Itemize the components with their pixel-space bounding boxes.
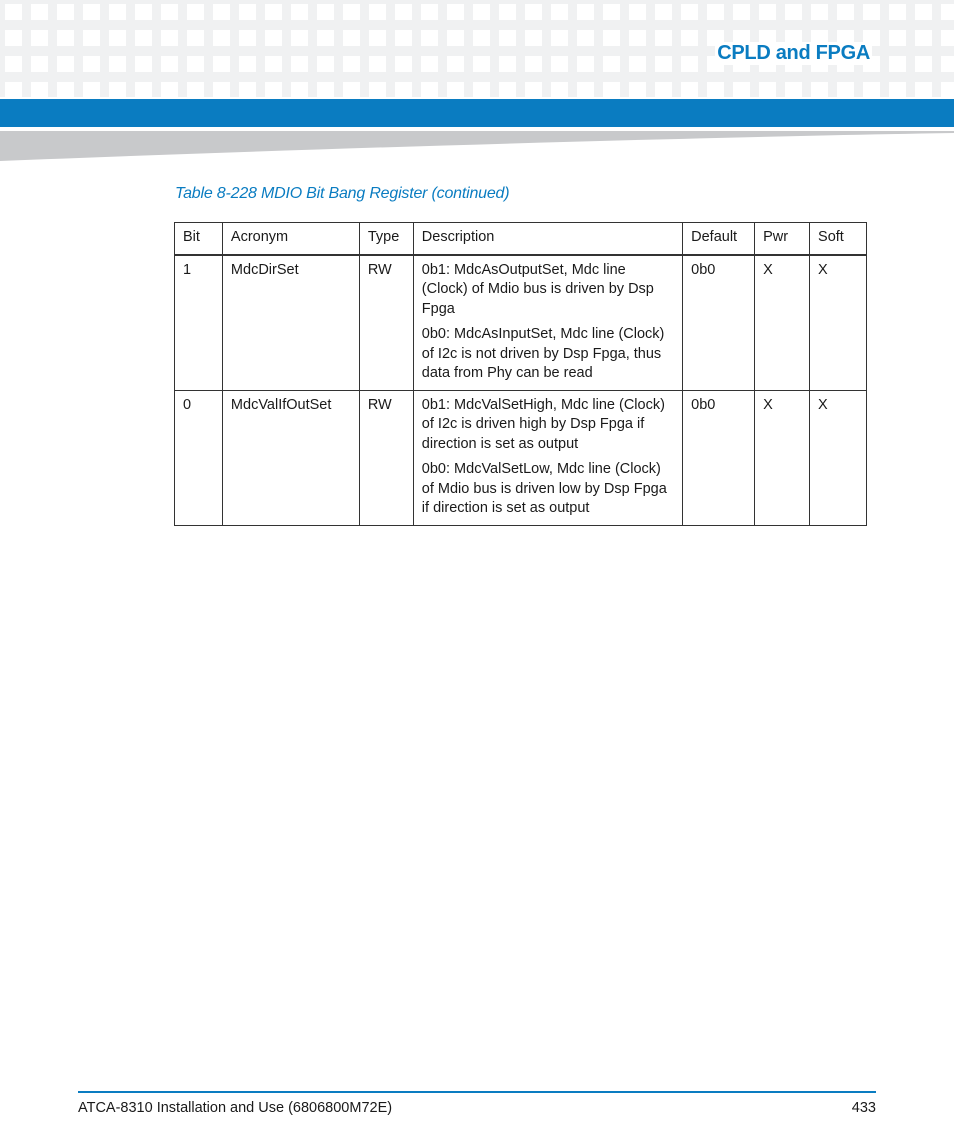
- grid-cell: [733, 4, 750, 20]
- grid-cell: [915, 56, 932, 72]
- grid-cell: [941, 4, 954, 20]
- grid-cell: [395, 4, 412, 20]
- grid-cell: [759, 4, 776, 20]
- grid-cell: [577, 30, 594, 46]
- grid-cell: [863, 4, 880, 20]
- cell-soft: X: [810, 255, 867, 391]
- grid-cell: [187, 30, 204, 46]
- grid-cell: [343, 30, 360, 46]
- grid-cell: [681, 56, 698, 72]
- grid-cell: [291, 30, 308, 46]
- grid-cell: [603, 4, 620, 20]
- grid-cell: [213, 4, 230, 20]
- column-header-pwr: Pwr: [755, 223, 810, 255]
- cell-soft: X: [810, 390, 867, 525]
- grid-cell: [629, 4, 646, 20]
- grid-cell: [395, 82, 412, 97]
- table-caption: Table 8-228 MDIO Bit Bang Register (continued): [175, 185, 510, 202]
- grid-cell: [889, 30, 906, 46]
- grid-cell: [213, 30, 230, 46]
- section-title: CPLD and FPGA: [717, 42, 870, 64]
- grid-cell: [265, 56, 282, 72]
- grid-cell: [265, 30, 282, 46]
- column-header-description: Description: [413, 223, 682, 255]
- cell-type: RW: [359, 390, 413, 525]
- grid-cell: [265, 4, 282, 20]
- grid-cell: [135, 30, 152, 46]
- grid-cell: [785, 82, 802, 97]
- grid-cell: [655, 30, 672, 46]
- grid-cell: [421, 30, 438, 46]
- grid-cell: [343, 82, 360, 97]
- grid-cell: [525, 30, 542, 46]
- grid-cell: [31, 82, 48, 97]
- grid-cell: [889, 4, 906, 20]
- grid-cell: [135, 56, 152, 72]
- cell-bit: 1: [175, 255, 223, 391]
- grid-cell: [161, 4, 178, 20]
- grid-cell: [577, 4, 594, 20]
- grid-cell: [525, 4, 542, 20]
- grid-cell: [837, 4, 854, 20]
- cell-description: [413, 390, 682, 525]
- column-header-soft: Soft: [810, 223, 867, 255]
- grid-cell: [187, 82, 204, 97]
- grid-cell: [109, 82, 126, 97]
- grid-cell: [421, 82, 438, 97]
- grid-cell: [603, 82, 620, 97]
- grid-cell: [57, 82, 74, 97]
- grid-cell: [83, 4, 100, 20]
- grid-cell: [499, 30, 516, 46]
- cell-acronym: MdcDirSet: [222, 255, 359, 391]
- grid-cell: [161, 30, 178, 46]
- grid-cell: [499, 82, 516, 97]
- grid-cell: [369, 4, 386, 20]
- footer-rule: [78, 1091, 876, 1093]
- grid-cell: [915, 82, 932, 97]
- register-table: [174, 222, 867, 526]
- column-header-acronym: Acronym: [222, 223, 359, 255]
- grid-cell: [525, 82, 542, 97]
- grid-cell: [421, 56, 438, 72]
- grid-cell: [681, 82, 698, 97]
- grid-cell: [603, 56, 620, 72]
- grid-cell: [395, 56, 412, 72]
- grid-cell: [317, 56, 334, 72]
- grid-cell: [629, 82, 646, 97]
- cell-pwr: X: [755, 255, 810, 391]
- grid-cell: [31, 56, 48, 72]
- grid-cell: [369, 56, 386, 72]
- grid-cell: [83, 30, 100, 46]
- grid-cell: [655, 4, 672, 20]
- grid-cell: [213, 82, 230, 97]
- cell-default: 0b0: [683, 390, 755, 525]
- grid-cell: [83, 82, 100, 97]
- grid-cell: [31, 30, 48, 46]
- grid-cell: [369, 30, 386, 46]
- grid-cell: [785, 4, 802, 20]
- grid-cell: [837, 82, 854, 97]
- grid-cell: [5, 82, 22, 97]
- grid-cell: [187, 56, 204, 72]
- grid-cell: [759, 82, 776, 97]
- grid-cell: [473, 82, 490, 97]
- grid-cell: [343, 56, 360, 72]
- grid-cell: [915, 30, 932, 46]
- cell-pwr: X: [755, 390, 810, 525]
- grid-cell: [187, 4, 204, 20]
- grid-cell: [135, 4, 152, 20]
- column-header-type: Type: [359, 223, 413, 255]
- grid-cell: [31, 4, 48, 20]
- grid-cell: [655, 56, 672, 72]
- grid-cell: [473, 30, 490, 46]
- grid-cell: [5, 56, 22, 72]
- description-paragraph: 0b1: MdcValSetHigh, Mdc line (Clock) of I2c is driven high by Dsp Fpga if direction is set as output: [421, 396, 665, 452]
- grid-cell: [135, 82, 152, 97]
- grid-cell: [603, 30, 620, 46]
- grid-cell: [499, 4, 516, 20]
- grid-cell: [5, 4, 22, 20]
- grid-cell: [109, 30, 126, 46]
- grid-cell: [577, 56, 594, 72]
- cell-default: 0b0: [683, 255, 755, 391]
- grid-cell: [239, 30, 256, 46]
- grid-cell: [681, 30, 698, 46]
- grid-cell: [733, 82, 750, 97]
- grid-cell: [161, 82, 178, 97]
- grid-cell: [941, 82, 954, 97]
- grid-cell: [681, 4, 698, 20]
- grid-cell: [421, 4, 438, 20]
- grid-cell: [447, 30, 464, 46]
- grid-cell: [161, 56, 178, 72]
- grid-cell: [889, 82, 906, 97]
- grid-cell: [577, 82, 594, 97]
- grid-cell: [525, 56, 542, 72]
- grid-cell: [5, 30, 22, 46]
- grid-cell: [291, 4, 308, 20]
- grid-cell: [863, 82, 880, 97]
- grid-cell: [369, 82, 386, 97]
- grid-cell: [551, 30, 568, 46]
- grid-cell: [941, 56, 954, 72]
- grid-cell: [473, 4, 490, 20]
- table-row: [175, 255, 867, 391]
- grid-cell: [551, 56, 568, 72]
- grid-cell: [57, 4, 74, 20]
- grid-cell: [447, 82, 464, 97]
- table-header-row: [175, 223, 867, 255]
- cell-type: RW: [359, 255, 413, 391]
- grid-cell: [395, 30, 412, 46]
- description-paragraph: 0b0: MdcValSetLow, Mdc line (Clock) of Mdio bus is driven low by Dsp Fpga if direction is set as output: [421, 461, 667, 516]
- footer-document-title: ATCA-8310 Installation and Use (6806800M72E): [78, 1100, 393, 1116]
- cell-bit: 0: [175, 390, 223, 525]
- grid-cell: [109, 4, 126, 20]
- grid-cell: [811, 82, 828, 97]
- grid-cell: [317, 82, 334, 97]
- grid-cell: [213, 56, 230, 72]
- header-blue-bar: [0, 99, 954, 127]
- grid-cell: [811, 4, 828, 20]
- grid-cell: [291, 82, 308, 97]
- grid-cell: [941, 30, 954, 46]
- cell-acronym: MdcValIfOutSet: [222, 390, 359, 525]
- grid-cell: [629, 30, 646, 46]
- description-paragraph: 0b0: MdcAsInputSet, Mdc line (Clock) of I2c is not driven by Dsp Fpga, thus data from Phy can be read: [421, 326, 665, 381]
- cell-description: [413, 255, 682, 391]
- grid-cell: [265, 82, 282, 97]
- grid-cell: [317, 4, 334, 20]
- grid-cell: [499, 56, 516, 72]
- column-header-bit: Bit: [175, 223, 223, 255]
- grid-cell: [317, 30, 334, 46]
- description-paragraph: 0b1: MdcAsOutputSet, Mdc line (Clock) of Mdio bus is driven by Dsp Fpga: [421, 261, 654, 317]
- grid-cell: [707, 4, 724, 20]
- grid-cell: [629, 56, 646, 72]
- page-number: 433: [851, 1100, 876, 1116]
- grid-cell: [239, 56, 256, 72]
- grid-cell: [343, 4, 360, 20]
- grid-cell: [447, 4, 464, 20]
- grid-cell: [291, 56, 308, 72]
- grid-cell: [707, 82, 724, 97]
- grid-cell: [239, 82, 256, 97]
- grid-cell: [551, 4, 568, 20]
- grid-cell: [57, 56, 74, 72]
- grid-cell: [915, 4, 932, 20]
- grid-cell: [473, 56, 490, 72]
- grid-cell: [57, 30, 74, 46]
- grid-cell: [447, 56, 464, 72]
- grid-cell: [551, 82, 568, 97]
- table-row: [175, 390, 867, 525]
- column-header-default: Default: [683, 223, 755, 255]
- grid-cell: [655, 82, 672, 97]
- header-gray-swoosh: [0, 127, 954, 163]
- grid-cell: [889, 56, 906, 72]
- grid-cell: [239, 4, 256, 20]
- grid-cell: [83, 56, 100, 72]
- grid-cell: [109, 56, 126, 72]
